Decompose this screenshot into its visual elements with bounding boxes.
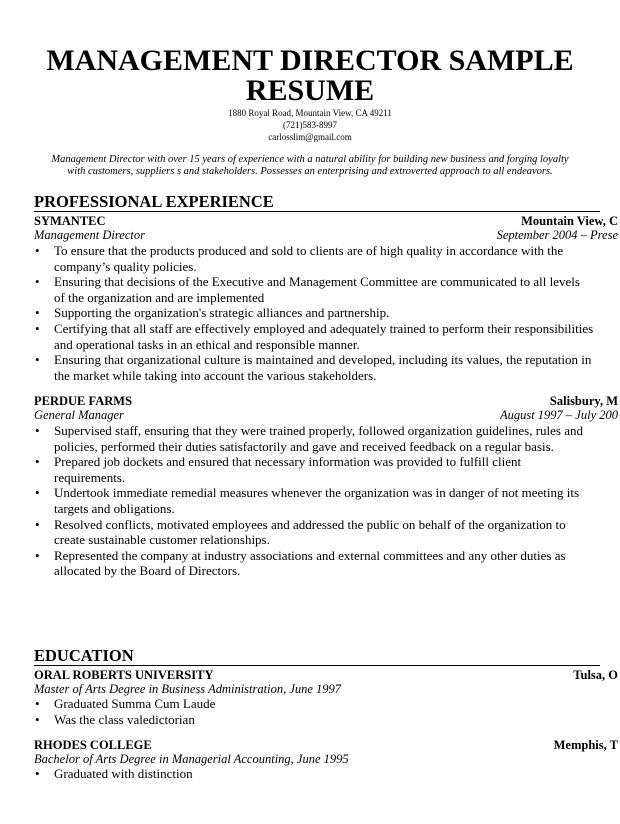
job-2-title: General Manager — [34, 408, 124, 422]
list-item: • Represented the company at industry associations and external committees and any other duties as allocated by the Board of Directors. — [34, 548, 594, 579]
job-1-bullets — [34, 243, 594, 383]
list-item: • Graduated Summa Cum Laude — [34, 696, 594, 712]
job-2-dates: August 1997 – July 200 — [499, 408, 618, 422]
job-1-dates: September 2004 – Prese — [496, 228, 618, 242]
education-heading — [34, 648, 600, 666]
summary-line-2: with customers, suppliers s and stakeholders. Possesses an enterprising and extroverted approach to all endeavors. — [67, 166, 553, 177]
school-2-name: RHODES COLLEGE — [34, 738, 152, 752]
resume-title-line-2: RESUME — [245, 74, 375, 107]
list-item: • Undertook immediate remedial measures whenever the organization was in danger of not meeting its targets and obligations. — [34, 485, 594, 516]
contact-address: 1880 Royal Road, Mountain View, CA 49211 — [228, 108, 392, 118]
school-1-name: ORAL ROBERTS UNIVERSITY — [34, 668, 214, 682]
job-2-bullets — [34, 423, 594, 579]
school-2-degree: Bachelor of Arts Degree in Managerial Accounting, June 1995 — [34, 752, 349, 766]
list-item: • To ensure that the products produced and sold to clients are of high quality in accordance with the company’s quality policies. — [34, 243, 594, 274]
list-item: • Supporting the organization's strategic alliances and partnership. — [34, 305, 594, 321]
resume-title-line-1: MANAGEMENT DIRECTOR SAMPLE — [46, 44, 574, 77]
list-item: • Certifying that all staff are effectively employed and adequately trained to perform their responsibilities and operational tasks in an ethical and responsible manner. — [34, 321, 594, 352]
experience-heading — [34, 194, 600, 212]
list-item: • Supervised staff, ensuring that they were trained properly, followed organization guidelines, rules and policies, performed their duties satisfactorily and gave and received feedback on a regular basis. — [34, 423, 594, 454]
list-item: • Prepared job dockets and ensured that necessary information was provided to fulfill client requirements. — [34, 454, 594, 485]
school-1-degree: Master of Arts Degree in Business Administration, June 1997 — [34, 682, 342, 696]
job-2-employer: PERDUE FARMS — [34, 394, 133, 408]
job-1-employer: SYMANTEC — [34, 214, 106, 228]
contact-phone: (721)583-8997 — [283, 120, 337, 130]
school-1-bullets — [34, 696, 594, 727]
list-item: • Was the class valedictorian — [34, 712, 594, 728]
summary-line-1: Management Director with over 15 years of experience with a natural ability for building new business and forging loyalty — [51, 154, 569, 165]
school-2-bullets — [34, 766, 594, 782]
experience-heading-text: PROFESSIONAL EXPERIENCE — [34, 192, 274, 211]
list-item: • Ensuring that decisions of the Executive and Management Committee are communicated to all levels of the organization and are implemented — [34, 274, 594, 305]
school-2-location: Memphis, T — [553, 738, 618, 752]
contact-email: carlosslim@gmail.com — [268, 132, 352, 142]
list-item: • Resolved conflicts, motivated employees and addressed the public on behalf of the organization to create sustainable customer relationships. — [34, 517, 594, 548]
list-item: • Graduated with distinction — [34, 766, 594, 782]
job-2-location: Salisbury, M — [549, 394, 618, 408]
education-heading-text: EDUCATION — [34, 646, 134, 665]
job-1-location: Mountain View, C — [521, 214, 618, 228]
list-item: • Ensuring that organizational culture is maintained and developed, including its values, the reputation in the market while taking into account the various stakeholders. — [34, 352, 594, 383]
school-1-location: Tulsa, O — [573, 668, 618, 682]
job-1-title: Management Director — [34, 228, 145, 242]
